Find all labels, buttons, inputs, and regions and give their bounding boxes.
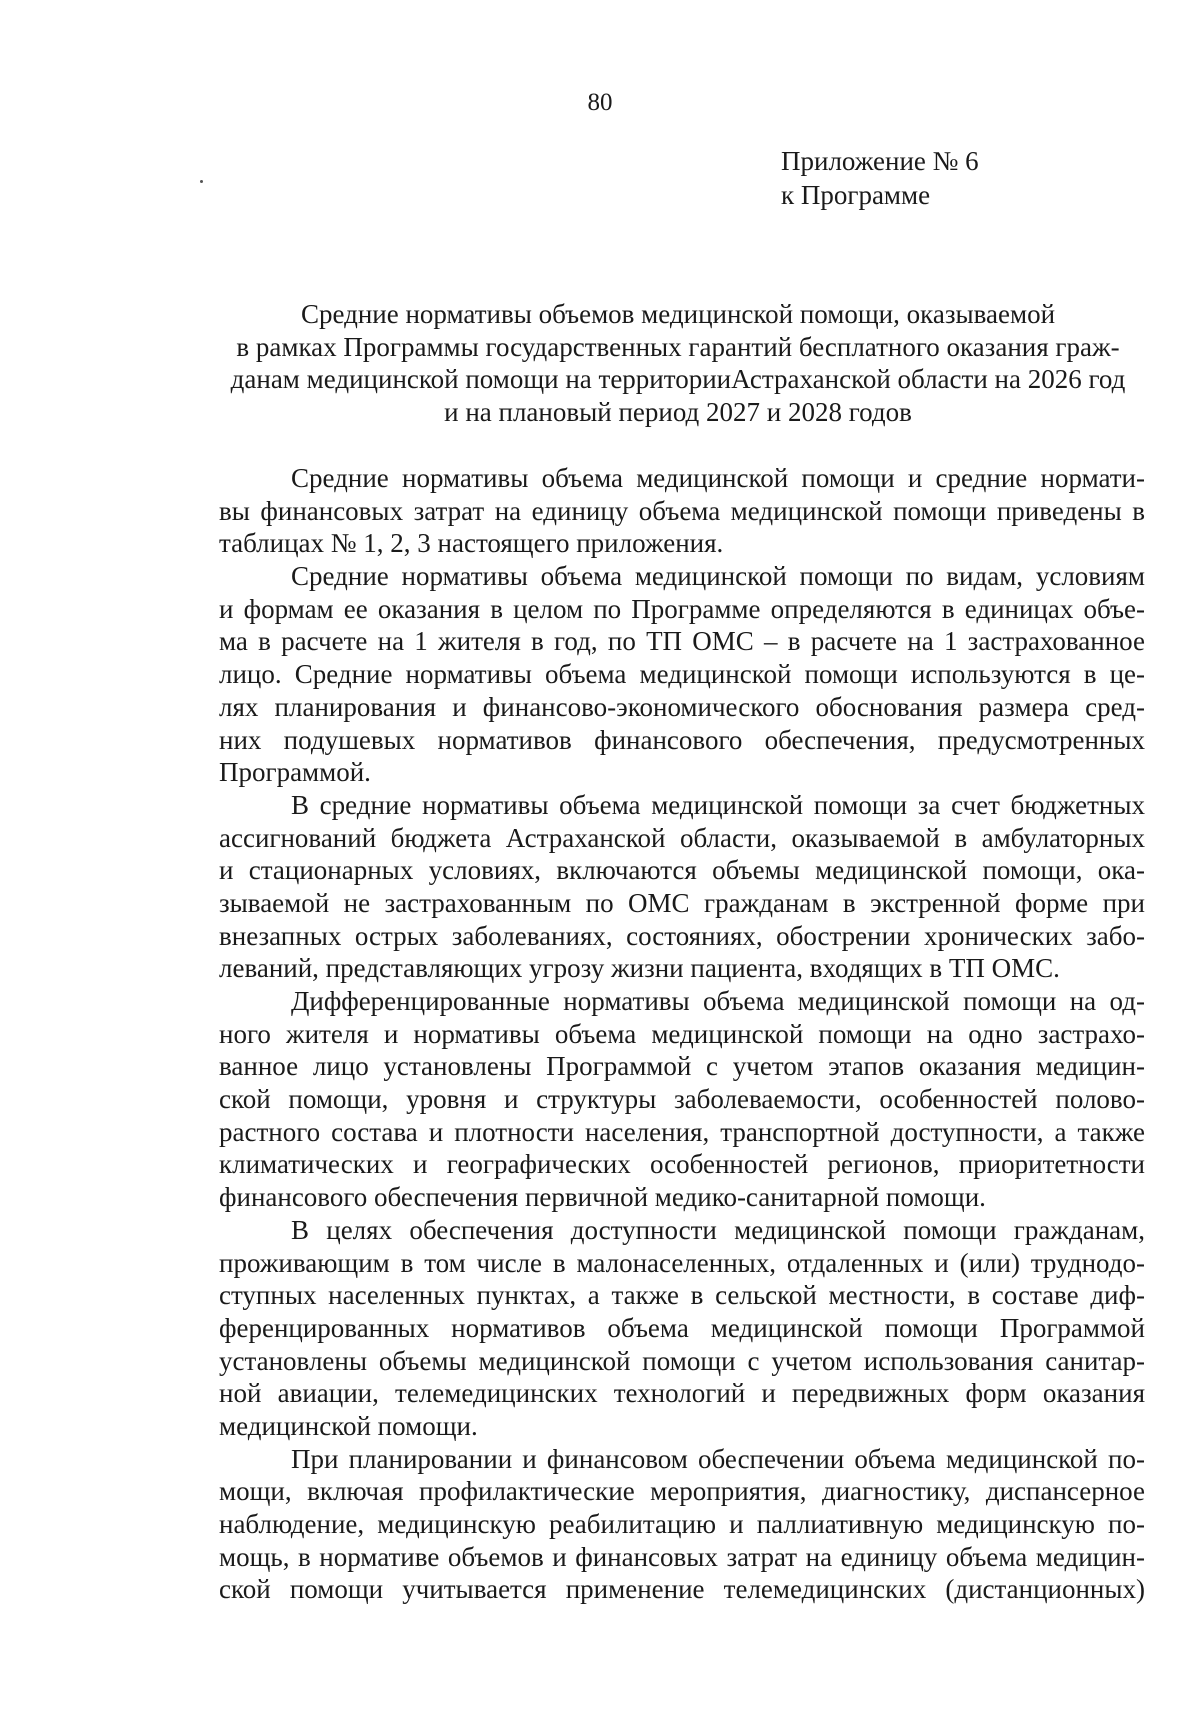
paragraph-line: В средние нормативы объема медицинской помощи за счет бюджетных (291, 789, 1145, 820)
paragraph-line: ференцированных нормативов объема медицинской помощи Программой (219, 1312, 1145, 1343)
paragraph-line: и формам ее оказания в целом по Программе определяются в единицах объе- (219, 593, 1145, 624)
paragraph-line: лях планирования и финансово-экономического обоснования размера сред- (219, 691, 1145, 722)
paragraph-line: финансового обеспечения первичной медико-санитарной помощи. (219, 1182, 986, 1213)
title-line: в рамках Программы государственных гарантий бесплатного оказания граж- (236, 331, 1120, 362)
paragraph-line: Средние нормативы объема медицинской помощи и средние нормати- (291, 463, 1145, 493)
title-line: и на плановый период 2027 и 2028 годов (444, 396, 912, 427)
paragraph-line: Средние нормативы объема медицинской помощи по видам, условиям (291, 561, 1145, 592)
paragraph-line: таблицах № 1, 2, 3 настоящего приложения. (219, 528, 724, 559)
scan-speck (200, 180, 203, 183)
document-title (212, 298, 1144, 428)
paragraph-line: ской помощи учитывается применение телемедицинских (дистанционных) (219, 1574, 1145, 1605)
paragraph-line: Программой. (219, 757, 371, 788)
title-line: данам медицинской помощи на территорииАстраханской области на 2026 год (230, 364, 1126, 394)
paragraph-line: леваний, представляющих угрозу жизни пациента, входящих в ТП ОМС. (219, 953, 1060, 984)
paragraph-line: внезапных острых заболеваниях, состояниях, обострении хронических забо- (219, 920, 1145, 951)
body-text (219, 462, 1145, 1606)
paragraph-line: ассигнований бюджета Астраханской области, оказываемой в амбулаторных (219, 822, 1145, 853)
paragraph-line: При планировании и финансовом обеспечении объема медицинской по- (291, 1443, 1145, 1474)
title-line: Средние нормативы объемов медицинской помощи, оказываемой (300, 299, 1056, 329)
paragraph-line: ной авиации, телемедицинских технологий и передвижных форм оказания (219, 1378, 1145, 1409)
paragraph-line: ской помощи, уровня и структуры заболеваемости, особенностей полово- (219, 1084, 1145, 1115)
paragraph-line: мощь, в нормативе объемов и финансовых затрат на единицу объема медицин- (219, 1541, 1145, 1572)
paragraph-line: наблюдение, медицинскую реабилитацию и паллиативную медицинскую по- (219, 1509, 1145, 1539)
paragraph-line: установлены объемы медицинской помощи с учетом использования санитар- (219, 1345, 1145, 1376)
paragraph-line: Дифференцированные нормативы объема медицинской помощи на од- (291, 986, 1145, 1016)
paragraph (219, 1214, 1145, 1443)
appendix-reference: к Программе (781, 180, 931, 210)
paragraph-line: лицо. Средние нормативы объема медицинской помощи используются в це- (219, 659, 1145, 690)
paragraph (219, 462, 1145, 560)
paragraph (219, 1443, 1145, 1606)
appendix-label (781, 144, 979, 212)
paragraph-line: зываемой не застрахованным по ОМС гражданам в экстренной форме при (219, 887, 1145, 918)
paragraph-line: В целях обеспечения доступности медицинской помощи гражданам, (291, 1214, 1145, 1245)
paragraph-line: медицинской помощи. (219, 1410, 478, 1441)
appendix-number: Приложение № 6 (781, 146, 979, 176)
paragraph-line: растного состава и плотности населения, транспортной доступности, а также (219, 1116, 1145, 1147)
paragraph-line: и стационарных условиях, включаются объемы медицинской помощи, ока- (219, 855, 1145, 886)
paragraph-line: вы финансовых затрат на единицу объема медицинской помощи приведены в (219, 495, 1145, 526)
paragraph-line: них подушевых нормативов финансового обеспечения, предусмотренных (219, 724, 1145, 755)
paragraph-line: ступных населенных пунктах, а также в сельской местности, в составе диф- (219, 1280, 1145, 1311)
paragraph-line: климатических и географических особенностей регионов, приоритетности (219, 1149, 1145, 1180)
paragraph (219, 560, 1145, 789)
page-number: 80 (587, 89, 613, 116)
paragraph (219, 789, 1145, 985)
paragraph-line: ванное лицо установлены Программой с учетом этапов оказания медицин- (219, 1051, 1145, 1082)
paragraph-line: ного жителя и нормативы объема медицинской помощи на одно застрахо- (219, 1018, 1145, 1049)
paragraph-line: мощи, включая профилактические мероприятия, диагностику, диспансерное (219, 1476, 1145, 1507)
paragraph-line: проживающим в том числе в малонаселенных, отдаленных и (или) труднодо- (219, 1247, 1145, 1278)
paragraph-line: ма в расчете на 1 жителя в год, по ТП ОМС – в расчете на 1 застрахованное (219, 626, 1145, 657)
paragraph (219, 985, 1145, 1214)
